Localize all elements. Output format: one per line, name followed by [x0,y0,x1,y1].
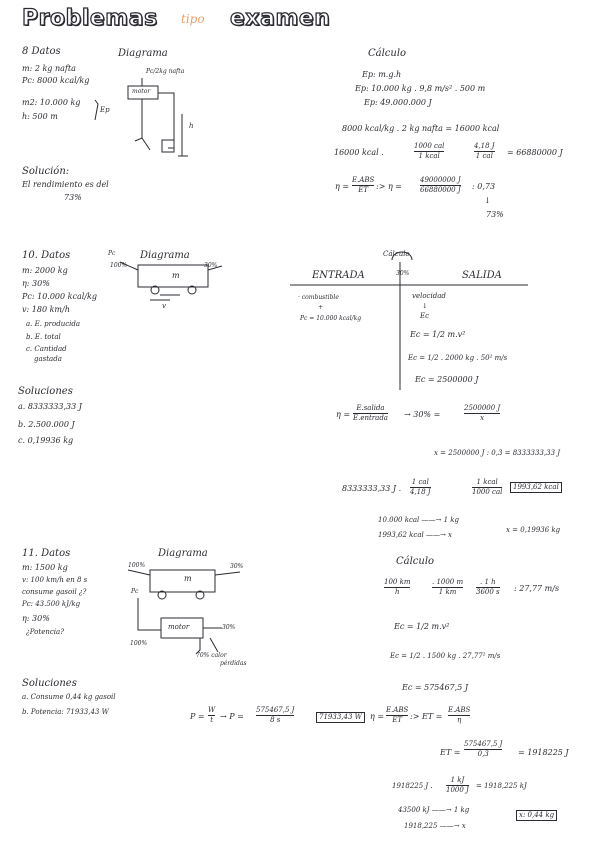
p11-vel-den1: h [394,588,400,596]
p11-ec-substitution: Ec = 1/2 . 1500 kg . 27,77² m/s [390,652,501,660]
p10-conv-num1: 1 cal [411,478,429,486]
p10-calculo-heading: Cálculo [383,250,410,258]
p10-salida-6: Ec = 2500000 J [415,375,479,384]
p10-conv-den2: 1000 cal [472,488,503,496]
p8-solucion-heading: Solución: [22,166,70,177]
p8-eta-num1: E.ABS [352,176,375,184]
p11-loss-label: 70% calor [196,652,227,659]
p11-motor-in-pct: 100% [130,640,148,647]
p11-eta-num1: E.ABS [386,706,409,714]
p8-dato-3: m2: 10.000 kg [22,98,81,107]
p8-eta-num2: 49000000 J [420,176,461,184]
page-title-part1: Problemas [22,6,158,31]
p11-kj-den: 1000 J [446,786,469,794]
p10-v-label: v [162,302,166,310]
p10-conv-num2: 1 kcal [476,478,498,486]
p11-dato-4: Pc: 43.500 kJ/kg [22,600,81,608]
p10-dato-6: b. E. total [26,333,61,341]
p11-vel-result: : 27,77 m/s [514,584,560,593]
p10-rule-result: x = 0,19936 kg [506,526,561,534]
p8-h-label: h [189,122,194,130]
p11-vel-frac1 [384,578,410,597]
p8-datos-heading: 8 Datos [22,46,61,57]
page-title-part2: examen [230,6,331,31]
p10-dato-1: m: 2000 kg [22,266,68,275]
p10-rend-num1: E.salida [356,404,385,412]
p11-power-a: P = [190,712,205,721]
p10-soluciones-heading: Soluciones [18,386,73,397]
p11-arrow-in [128,570,150,575]
p8-brace [95,100,98,120]
p11-dato-1: m: 1500 kg [22,563,68,572]
p8-calc-3: Ep: 49.000.000 J [364,98,432,107]
p8-calc-5a: 16000 kcal . [334,148,384,157]
p8-dato-4: h: 500 m [22,112,58,121]
p10-rend-frac1 [353,404,388,423]
p10-salida-3: Ec [420,312,430,320]
p10-conv-frac1 [410,478,431,497]
p10-mass-label: m [172,271,180,280]
p11-vel-frac2 [432,578,463,597]
p10-dato-7: c. Cantidad [26,345,67,353]
p8-eta-frac2 [420,176,461,195]
p8-rope-down [168,104,174,148]
p10-rule-1: 10.000 kcal ——→ 1 kg [378,516,460,524]
p10-out-pct: 30% [204,262,218,269]
p8-eta-frac1 [352,176,374,195]
p11-loss-label-2: pérdidas [220,660,247,667]
p11-eta-frac2 [448,706,470,725]
p10-rend-den2: x [480,414,485,422]
p11-soluciones-heading: Soluciones [22,678,77,689]
page-title-tipo: tipo [181,12,205,26]
p10-dato-3: Pc: 10.000 kcal/kg [22,292,97,301]
p10-conv-den1: 4,18 J [410,488,431,496]
p11-arrow-out [215,572,240,575]
p11-et-frac [464,740,502,759]
p8-rope [158,93,174,104]
p11-ec-formula: Ec = 1/2 m.v² [394,622,450,631]
p11-kj-result: = 1918,225 kJ [476,782,527,790]
p11-power-frac1 [208,706,215,725]
p10-rend-b: → 30% = [404,410,441,419]
p11-motor-label: motor [168,623,190,631]
p10-rend-result: x = 2500000 J : 0,3 = 8333333,33 J [434,449,561,457]
p11-vel-num3: . 1 h [480,578,496,586]
p10-salida-2: ↓ [422,302,428,310]
p10-pc-label: Pc [108,250,116,257]
p10-dato-8: gastada [34,355,62,363]
p8-mass-box [162,140,174,152]
p11-out-pct: 30% [230,563,244,570]
p10-dato-5: a. E. producida [26,320,81,328]
p11-power-den2: 8 s [270,716,281,724]
p8-calc-5-frac1 [414,142,444,161]
p11-datos-heading: 11. Datos [22,548,71,559]
p11-kj-a: 1918225 J . [392,782,433,790]
p8-solucion-line2: 73% [64,193,82,202]
p10-tchart-pct: 30% [396,270,410,277]
p8-eta-den2: 66880000 J [420,186,461,194]
p11-et-den: 0,3 [477,750,489,758]
p11-dato-3: consume gasoil ¿? [22,588,87,596]
p8-eta-arrow: ↓ [484,196,491,205]
p11-pc-label: Pc [131,588,139,595]
p8-eta-percent: 73% [486,210,504,219]
p10-rule-2: 1993,62 kcal ——→ x [378,531,453,539]
p11-sol-b: b. Potencia: 71933,43 W [22,708,109,716]
p11-vel-num2: . 1000 m [432,578,464,586]
p11-rule-1: 43500 kJ ——→ 1 kg [398,806,470,814]
p11-calculo-heading: Cálculo [396,556,435,567]
p8-frac1-num: 1000 cal [414,142,445,150]
p8-motor-label: motor [132,88,151,95]
p11-ec-result: Ec = 575467,5 J [402,683,469,692]
p10-in-pct: 100% [110,262,128,269]
p11-vel-num1: 100 km [384,578,411,586]
p8-calc-4: 8000 kcal/kg . 2 kg nafta = 16000 kcal [342,124,500,133]
p10-entrada-3: Pc = 10.000 kcal/kg [300,315,362,322]
p11-eta-a: η = [370,712,385,721]
p10-rend-frac2 [464,404,500,423]
p11-power-frac2 [256,706,294,725]
p8-solucion-line1: El rendimiento es del [22,180,109,189]
p8-calc-5-result: = 66880000 J [507,148,563,157]
p10-dato-2: η: 30% [22,279,50,288]
p11-et-result: = 1918225 J [518,748,569,757]
p11-rule-result-box: x: 0,44 kg [516,810,557,821]
p10-salida-heading: SALIDA [462,270,502,281]
p11-dato-2: v: 100 km/h en 8 s [22,576,88,584]
p10-conv-frac2 [472,478,502,497]
p10-conv-result-box: 1993,62 kcal [510,482,562,493]
p11-et-a: ET = [440,748,461,757]
p11-power-result-box: 71933,43 W [316,712,365,723]
p8-eta-b: :> η = [376,182,402,191]
p11-power-num2: 575467,5 J [256,706,295,714]
p10-rend-num2: 2500000 J [464,404,501,412]
p11-vel-frac3 [476,578,500,597]
p11-dato-5: η: 30% [22,614,50,623]
p8-ep-brace-label: Ep [100,106,110,114]
p10-rend-den1: E.entrada [353,414,388,422]
p10-sol-c: c. 0,19936 kg [18,436,74,445]
p11-kj-frac [446,776,469,795]
p10-conv-a: 8333333,33 J . [342,484,402,493]
p10-sol-b: b. 2.500.000 J [18,420,75,429]
p11-power-b: → P = [220,712,244,721]
p11-motor-out-pct: 30% [222,624,236,631]
p11-vel-den2: 1 km [438,588,457,596]
p11-eta-b: :> ET = [410,712,443,721]
p8-calc-5-frac2 [474,142,495,161]
p10-salida-5: Ec = 1/2 . 2000 kg . 50² m/s [408,354,508,362]
p8-calculo-heading: Cálculo [368,48,407,59]
p11-pc-arrow [138,598,161,630]
p8-eta-a: η = [335,182,350,191]
p11-dato-6: ¿Potencia? [26,628,64,636]
p11-sol-a: a. Consume 0,44 kg gasoil [22,693,116,701]
p11-mass-label: m [184,574,192,583]
p8-diagrama-heading: Diagrama [118,48,168,59]
p8-frac1-den: 1 kcal [418,152,440,160]
p10-sol-a: a. 8333333,33 J [18,402,82,411]
p11-kj-num: 1 kJ [450,776,465,784]
p11-power-den1: t [210,716,214,724]
p11-eta-frac1 [386,706,408,725]
p11-eta-den1: ET [392,716,403,724]
p10-salida-4: Ec = 1/2 m.v² [410,330,466,339]
p11-eta-den2: η [457,716,462,724]
p8-frac2-num: 4,18 J [474,142,495,150]
p11-rule-2: 1918,225 ——→ x [404,822,466,830]
p8-eta-den1: ET [358,186,369,194]
p8-dato-1: m: 2 kg nafta [22,64,76,73]
p10-entrada-2: + [318,304,324,311]
p8-eta-result: : 0,73 [472,182,496,191]
p10-diagrama-heading: Diagrama [140,250,190,261]
p10-entrada-heading: ENTRADA [312,270,365,281]
p10-salida-1: velocidad [412,292,446,300]
p10-datos-heading: 10. Datos [22,250,71,261]
p11-eta-num2: E.ABS [448,706,471,714]
p11-car-body [150,570,215,592]
p11-power-num1: W [208,706,216,714]
p8-calc-1: Ep: m.g.h [362,70,402,79]
p8-calc-2: Ep: 10.000 kg . 9,8 m/s² . 500 m [355,84,486,93]
p11-vel-den3: 3600 s [476,588,500,596]
p8-pc-label: Pc/2kg nafta [146,68,185,75]
p11-in-pct: 100% [128,562,146,569]
p8-frac2-den: 1 cal [475,152,493,160]
p11-et-num: 575467,5 J [464,740,503,748]
p10-entrada-1: · combustible [298,294,339,301]
p8-dato-2: Pc: 8000 kcal/kg [22,76,90,85]
p10-dato-4: v: 180 km/h [22,305,70,314]
p10-rend-a: η = [336,410,351,419]
p11-diagrama-heading: Diagrama [158,548,208,559]
